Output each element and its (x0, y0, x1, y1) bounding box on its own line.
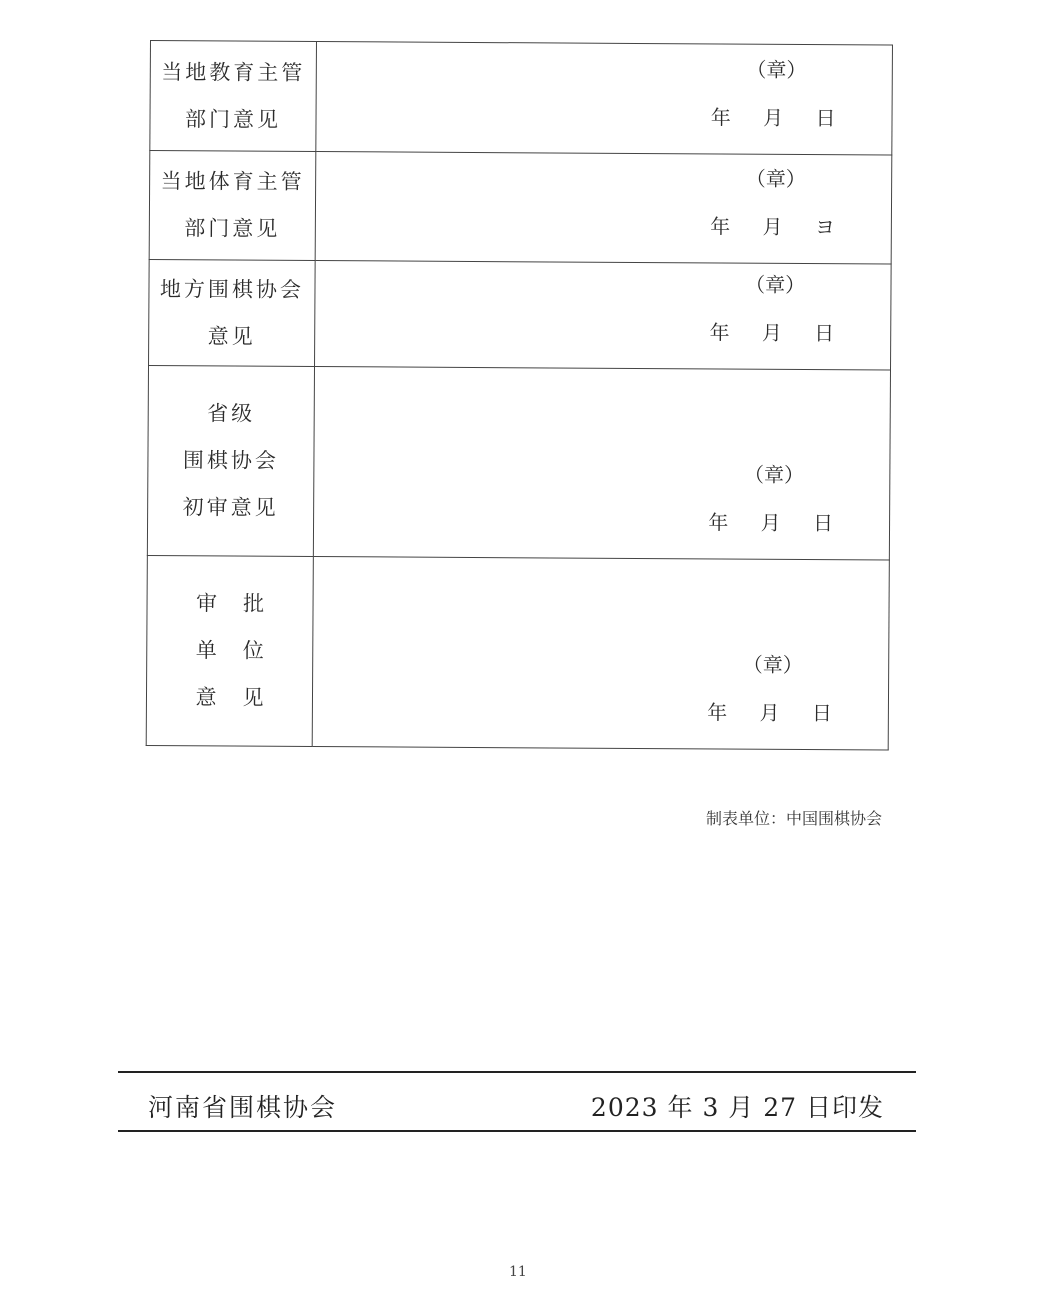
row-label-line: 省级 (207, 401, 256, 426)
row-label (149, 151, 316, 261)
seal-mark: （章） (743, 462, 805, 488)
opinion-field[interactable] (315, 261, 892, 371)
row-label-line: 审批 (195, 591, 291, 616)
row-label-line: 当地教育主管 (161, 59, 306, 85)
seal-mark: （章） (745, 166, 806, 192)
date-line: 年 月 ヨ (710, 214, 835, 240)
row-label-line: 初审意见 (182, 495, 279, 520)
row-label (147, 365, 314, 556)
stamp-block (710, 154, 835, 251)
opinion-field[interactable] (316, 42, 893, 156)
stamp-block (707, 640, 832, 737)
row-label-line: 部门意见 (184, 216, 281, 241)
row-label-line: 意见 (207, 323, 256, 349)
row-label-line: 意见 (195, 685, 290, 710)
stamp-block (711, 45, 836, 142)
footer-bottom-rule (118, 1130, 916, 1132)
stamp-block (708, 450, 833, 547)
opinion-field[interactable] (315, 152, 892, 265)
date-line: 年 月 日 (710, 105, 836, 131)
table-row-sports (149, 151, 892, 265)
table-row-approval-unit (146, 555, 889, 750)
form-maker-note: 制表单位：中国围棋协会 (705, 809, 882, 828)
opinion-field[interactable] (313, 367, 890, 561)
row-label-line: 地方围棋协会 (159, 276, 305, 302)
opinion-field[interactable] (312, 557, 889, 751)
row-label (146, 555, 313, 746)
footer-issuer: 河南省围棋协会 (148, 1093, 338, 1122)
footer-issue-date: 2023 年 3 月 27 日印发 (590, 1093, 884, 1122)
seal-mark: （章） (745, 272, 806, 298)
row-label-line: 当地体育主管 (160, 169, 305, 194)
row-label (149, 259, 316, 366)
row-label (150, 41, 317, 152)
table-row-provincial-association (147, 365, 890, 560)
approval-form-table (146, 40, 893, 751)
seal-mark: （章） (746, 57, 807, 83)
date-line: 年 月 日 (707, 700, 832, 726)
row-label-line: 围棋协会 (182, 448, 280, 473)
table-row-education (150, 41, 893, 156)
date-line: 年 月 日 (709, 320, 835, 346)
page-number: 11 (509, 1264, 527, 1280)
footer-top-rule (118, 1071, 916, 1073)
seal-mark: （章） (742, 652, 803, 677)
table-row-local-association (149, 259, 892, 370)
date-line: 年 月 日 (708, 510, 834, 536)
row-label-line: 部门意见 (184, 106, 282, 132)
stamp-block (709, 260, 834, 357)
row-label-line: 单位 (195, 638, 290, 663)
